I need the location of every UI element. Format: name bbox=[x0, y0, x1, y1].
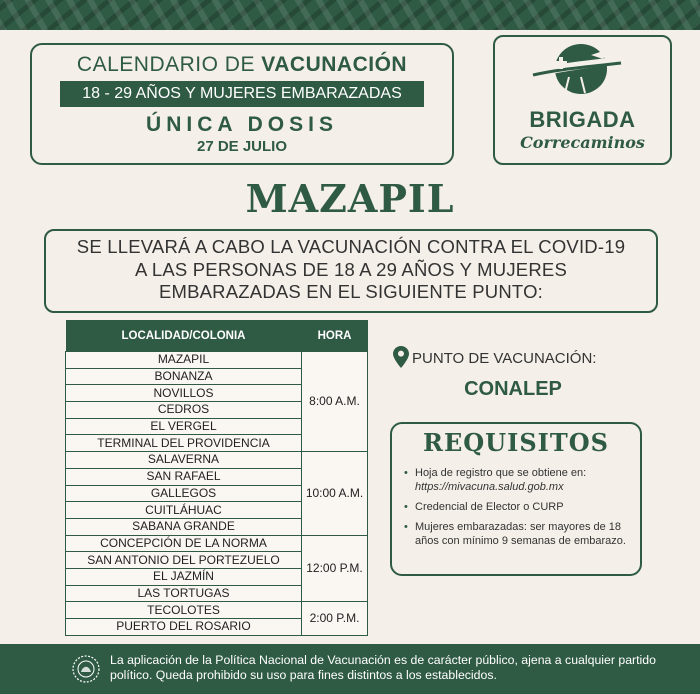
roadrunner-logo-icon bbox=[525, 41, 635, 101]
requirement-item-registration bbox=[404, 466, 636, 494]
header-hour: HORA bbox=[302, 320, 368, 352]
requirements-title: REQUISITOS bbox=[423, 428, 609, 457]
footer-disclaimer: La aplicación de la Política Nacional de Vacunación es de carácter público, ajena a cualquier partido político. Queda prohibido su uso para fines distintos a los establecidos. bbox=[110, 653, 656, 682]
footer-band bbox=[0, 644, 700, 694]
locality-cell: TECOLOTES bbox=[66, 602, 302, 619]
calendar-title-prefix: CALENDARIO DE bbox=[76, 53, 262, 76]
age-group-band: 18 - 29 AÑOS Y MUJERES EMBARAZADAS bbox=[60, 81, 424, 107]
vaccination-point-label: PUNTO DE VACUNACIÓN: bbox=[412, 350, 597, 367]
national-seal-icon bbox=[72, 655, 100, 683]
brigade-box bbox=[493, 35, 672, 165]
info-line-3: EMBARAZADAS EN EL SIGUIENTE PUNTO: bbox=[158, 281, 544, 302]
locality-cell: SAN RAFAEL bbox=[66, 468, 302, 485]
requirement-text: Credencial de Elector o CURP bbox=[415, 501, 564, 513]
locality-cell: NOVILLOS bbox=[66, 385, 302, 402]
brigade-title: BRIGADA bbox=[529, 107, 636, 132]
requirement-item-pregnant bbox=[404, 520, 636, 548]
locality-cell: MAZAPIL bbox=[66, 352, 302, 369]
vaccination-point-value: CONALEP bbox=[464, 378, 562, 400]
hour-cell: 8:00 A.M. bbox=[302, 352, 368, 452]
locality-cell: CUITLÁHUAC bbox=[66, 502, 302, 519]
requirement-text: Hoja de registro que se obtiene en: bbox=[415, 467, 587, 479]
calendar-title-bold: VACUNACIÓN bbox=[261, 53, 408, 76]
hour-cell: 12:00 P.M. bbox=[302, 535, 368, 602]
hour-cell: 10:00 A.M. bbox=[302, 452, 368, 535]
info-box bbox=[44, 229, 658, 313]
locality-cell: EL JAZMÍN bbox=[66, 568, 302, 585]
map-pin-icon bbox=[393, 346, 409, 368]
locality-cell: SABANA GRANDE bbox=[66, 518, 302, 535]
hour-cell: 2:00 P.M. bbox=[302, 602, 368, 635]
locality-cell: CONCEPCIÓN DE LA NORMA bbox=[66, 535, 302, 552]
table-header-row bbox=[66, 320, 368, 352]
dose-label: ÚNICA DOSIS bbox=[146, 113, 338, 136]
bullet-icon: • bbox=[404, 467, 408, 479]
band-pattern bbox=[0, 0, 700, 30]
locality-cell: CEDROS bbox=[66, 402, 302, 419]
locality-cell: SAN ANTONIO DEL PORTEZUELO bbox=[66, 552, 302, 569]
locality-cell: PUERTO DEL ROSARIO bbox=[66, 619, 302, 636]
calendar-box bbox=[30, 43, 454, 165]
top-decorative-band bbox=[0, 0, 700, 30]
requirement-item-id bbox=[404, 500, 636, 514]
table-row bbox=[66, 352, 368, 369]
vaccination-date: 27 DE JULIO bbox=[196, 138, 288, 155]
info-text bbox=[46, 236, 656, 304]
bullet-icon: • bbox=[404, 501, 408, 513]
info-line-2: A LAS PERSONAS DE 18 A 29 AÑOS Y MUJERES bbox=[135, 258, 567, 280]
locality-cell: GALLEGOS bbox=[66, 485, 302, 502]
municipality-title: MAZAPIL bbox=[245, 176, 455, 221]
requirements-box bbox=[390, 422, 642, 576]
locality-cell: BONANZA bbox=[66, 368, 302, 385]
requirement-text: Mujeres embarazadas: ser mayores de 18 años con mínimo 9 semanas de embarazo. bbox=[415, 521, 626, 547]
header-locality: LOCALIDAD/COLONIA bbox=[66, 320, 302, 352]
table-row bbox=[66, 452, 368, 469]
requirements-list bbox=[404, 466, 636, 554]
brigade-subtitle: Correcaminos bbox=[520, 133, 645, 152]
registration-link[interactable]: https://mivacuna.salud.gob.mx bbox=[415, 481, 564, 493]
locality-cell: LAS TORTUGAS bbox=[66, 585, 302, 602]
locality-cell: EL VERGEL bbox=[66, 418, 302, 435]
calendar-title bbox=[32, 53, 452, 77]
table-row bbox=[66, 602, 368, 619]
locality-cell: SALAVERNA bbox=[66, 452, 302, 469]
table-row bbox=[66, 535, 368, 552]
info-line-1: SE LLEVARÁ A CABO LA VACUNACIÓN CONTRA EL COVID-19 bbox=[76, 236, 626, 257]
locality-cell: TERMINAL DEL PROVIDENCIA bbox=[66, 435, 302, 452]
schedule-table bbox=[65, 320, 368, 636]
bullet-icon: • bbox=[404, 521, 408, 533]
